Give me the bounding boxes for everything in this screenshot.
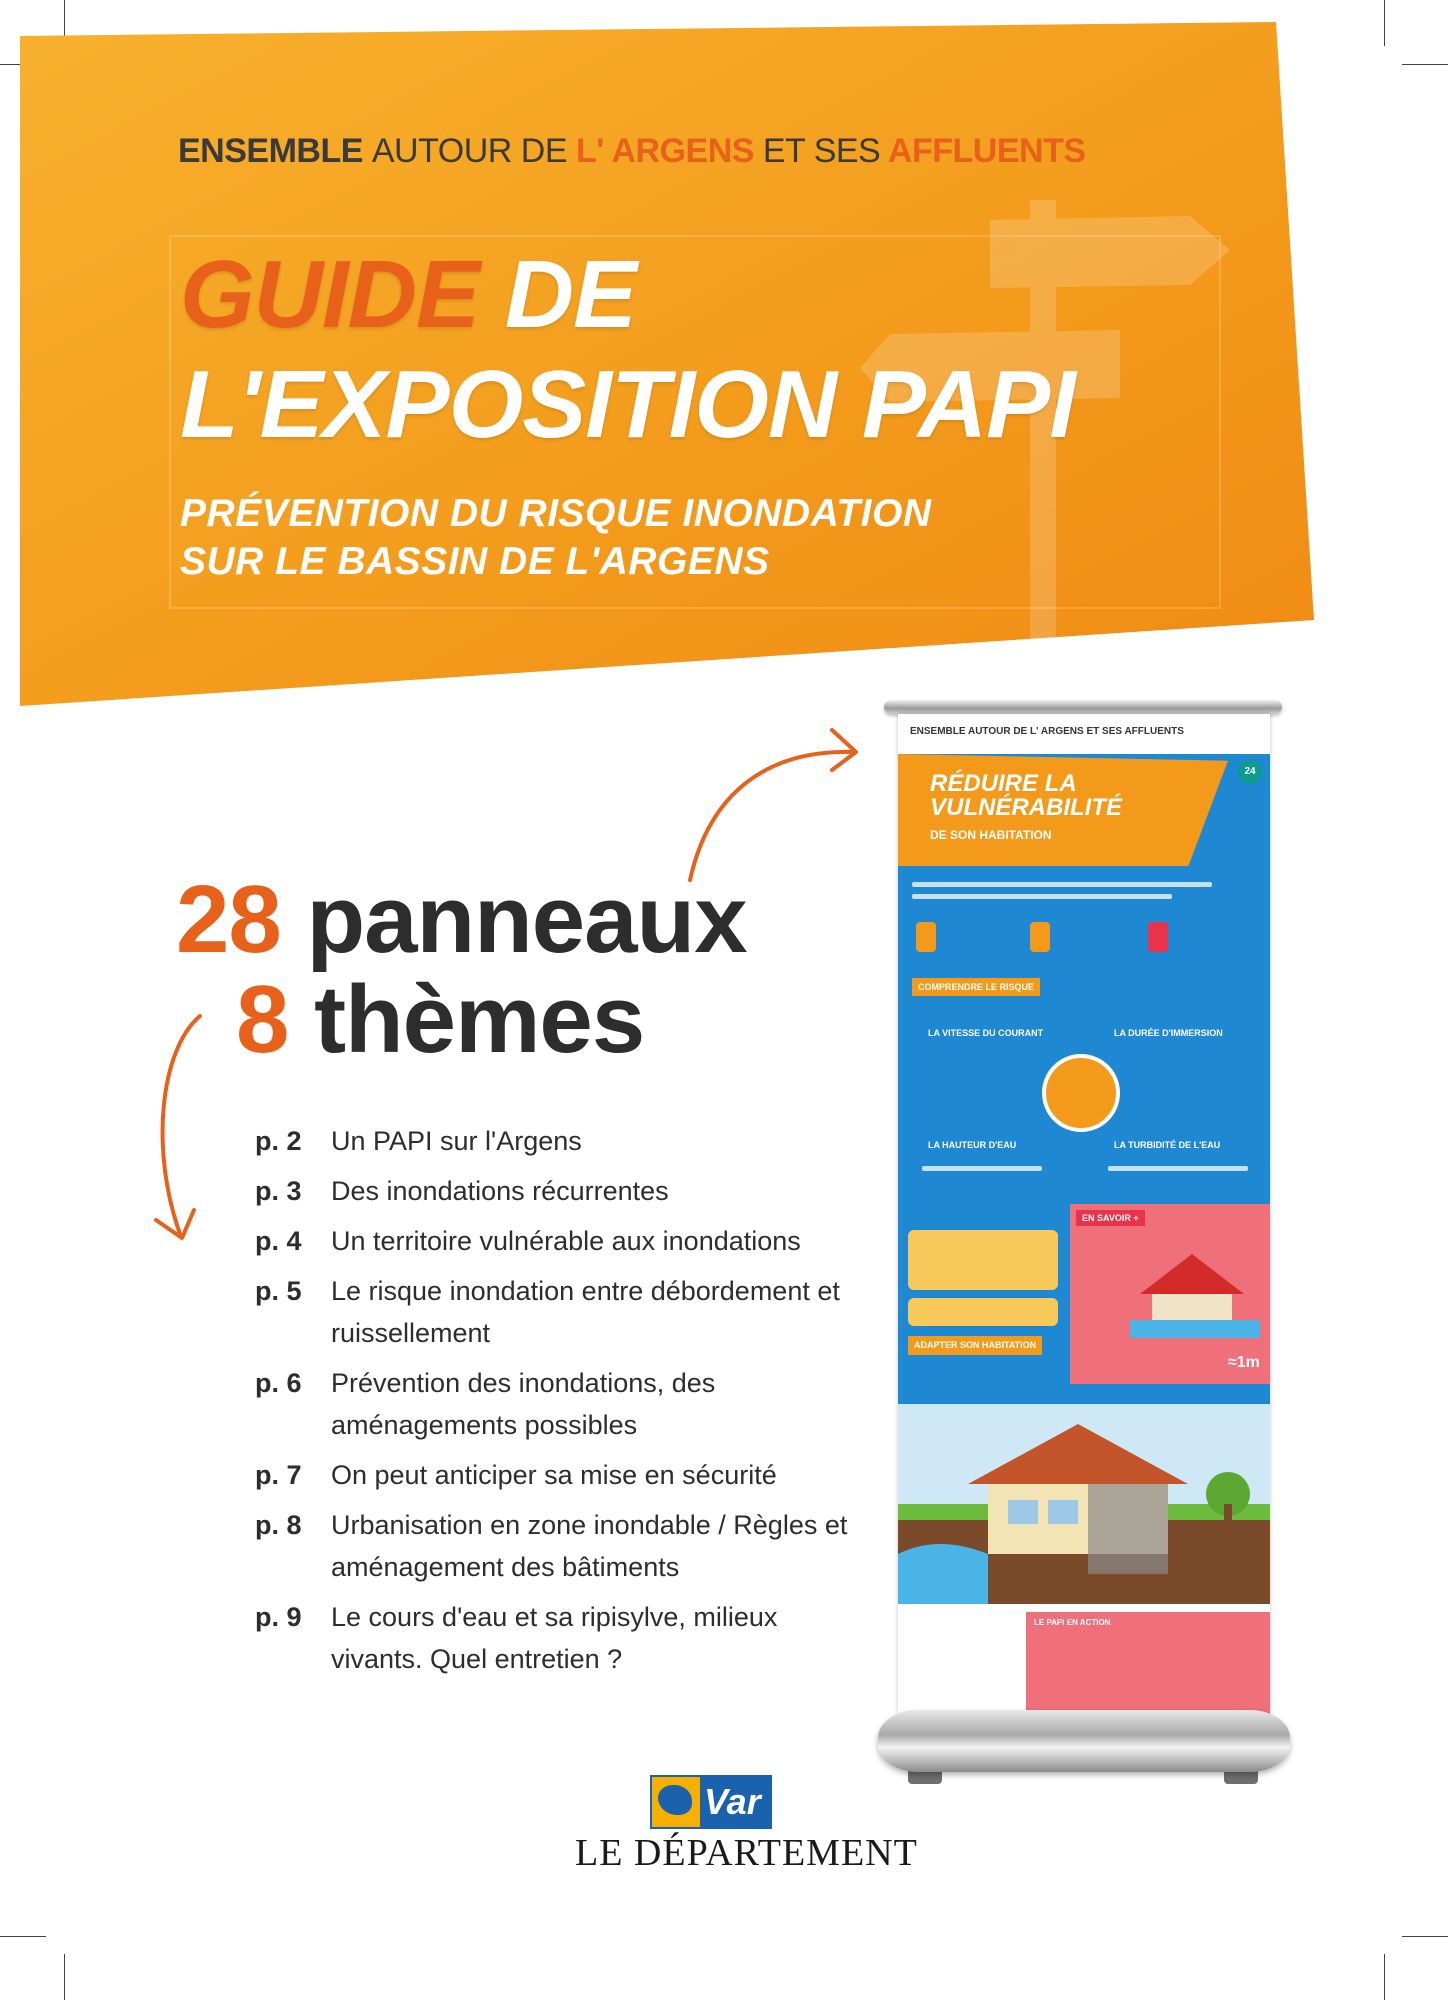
poster-text-block [898,874,1270,1214]
poster-text-line [1108,1166,1248,1171]
poster-header-text: ENSEMBLE AUTOUR DE L' ARGENS ET SES AFFLUENTS [910,726,1184,737]
page-list [255,1120,875,1688]
title-line2: L'EXPOSITION PAPI [180,351,1075,458]
poster-text-line [922,1166,1042,1171]
department-label: LE DÉPARTEMENT [575,1832,918,1874]
themes-count [236,966,645,1073]
poster-text-line [912,882,1212,887]
poster-water [1130,1320,1260,1338]
poster-house-roof-icon [1140,1254,1244,1294]
tagline-affluents: AFFLUENTS [887,132,1086,170]
page-number: p. 6 [255,1368,302,1398]
title-de: DE [504,241,637,348]
arrow-to-list-icon [163,1016,200,1234]
page-theme: Un territoire vulnérable aux inondations [331,1226,801,1256]
tagline-et-ses: ET SES [762,132,881,170]
page-theme: Le risque inondation entre débordement et ruissellement [331,1276,840,1348]
poster-goal-3 [1148,922,1168,952]
page-number: p. 5 [255,1276,302,1306]
poster-goal-2 [1030,922,1050,952]
themes-word: thèmes [314,966,645,1073]
var-logo-badge [650,1775,772,1829]
list-item [255,1270,875,1354]
poster-text-line [912,894,1172,899]
page-number: p. 7 [255,1460,302,1490]
page-theme: Un PAPI sur l'Argens [331,1126,582,1156]
poster-title-line1: RÉDUIRE LA [930,770,1077,797]
var-logo-label: Var [704,1781,761,1822]
page-theme: Le cours d'eau et sa ripisylve, milieux vivants. Quel entretien ? [331,1602,778,1674]
poster [898,714,1270,1714]
page-number: p. 3 [255,1176,302,1206]
poster-number: 24 [1238,760,1262,784]
page-number: p. 8 [255,1510,302,1540]
poster-turbidite-tag: LA TURBIDITÉ DE L'EAU [1114,1140,1221,1150]
page-number: p. 2 [255,1126,302,1156]
poster-adapter-tag: ADAPTER SON HABITATION [908,1336,1042,1355]
poster-goal-1 [916,922,936,952]
panels-word: panneaux [306,866,747,973]
list-item [255,1170,875,1212]
poster-title [930,772,1122,820]
page-theme: Urbanisation en zone inondable / Règles et aménagement des bâtiments [331,1510,848,1582]
poster-action-title: LE PAPI EN ACTION [1034,1618,1111,1627]
poster-house-badge-icon [1042,1054,1120,1132]
page-theme: Prévention des inondations, des aménagements possibles [331,1368,716,1440]
subtitle-line1: PRÉVENTION DU RISQUE INONDATION [180,492,932,535]
poster-en-savoir-tag: EN SAVOIR + [1076,1210,1145,1226]
title-guide: GUIDE [180,241,480,348]
rollup-banner-image [878,690,1298,1800]
poster-info-box-2 [908,1298,1058,1326]
poster-water-height: ≈1m [1228,1354,1260,1371]
rollup-top-bar [884,700,1282,714]
themes-number: 8 [236,966,289,1073]
tagline-argens: L' ARGENS [575,132,754,170]
var-department-logo [575,1775,918,1875]
list-item [255,1596,875,1680]
poster-subtitle: DE SON HABITATION [930,828,1052,842]
poster-comprendre-tag: COMPRENDRE LE RISQUE [912,978,1040,996]
poster-title-line2: VULNÉRABILITÉ [930,794,1122,821]
tagline-autour: AUTOUR DE [371,132,567,170]
subtitle-line2: SUR LE BASSIN DE L'ARGENS [180,540,770,583]
rollup-base [878,1710,1290,1772]
page-number: p. 4 [255,1226,302,1256]
list-item [255,1504,875,1588]
var-map-icon [652,1777,700,1827]
poster-vitesse-tag: LA VITESSE DU COURANT [928,1028,1044,1038]
poster-info-box-1 [908,1230,1058,1290]
poster-action-panel [1026,1612,1270,1714]
panels-number: 28 [176,866,281,973]
poster-house-illustration [898,1404,1270,1604]
list-item [255,1220,875,1262]
list-item [255,1454,875,1496]
poster-header [898,714,1270,754]
poster-hauteur-tag: LA HAUTEUR D'EAU [928,1140,1017,1150]
panels-count [176,866,747,973]
page-theme: Des inondations récurrentes [331,1176,669,1206]
list-item [255,1120,875,1162]
arrow-to-poster-icon [690,752,852,880]
page-theme: On peut anticiper sa mise en sécurité [331,1460,777,1490]
list-item [255,1362,875,1446]
poster-duree-tag: LA DURÉE D'IMMERSION [1114,1028,1223,1038]
tagline-ensemble: ENSEMBLE [178,132,363,170]
page-number: p. 9 [255,1602,302,1632]
